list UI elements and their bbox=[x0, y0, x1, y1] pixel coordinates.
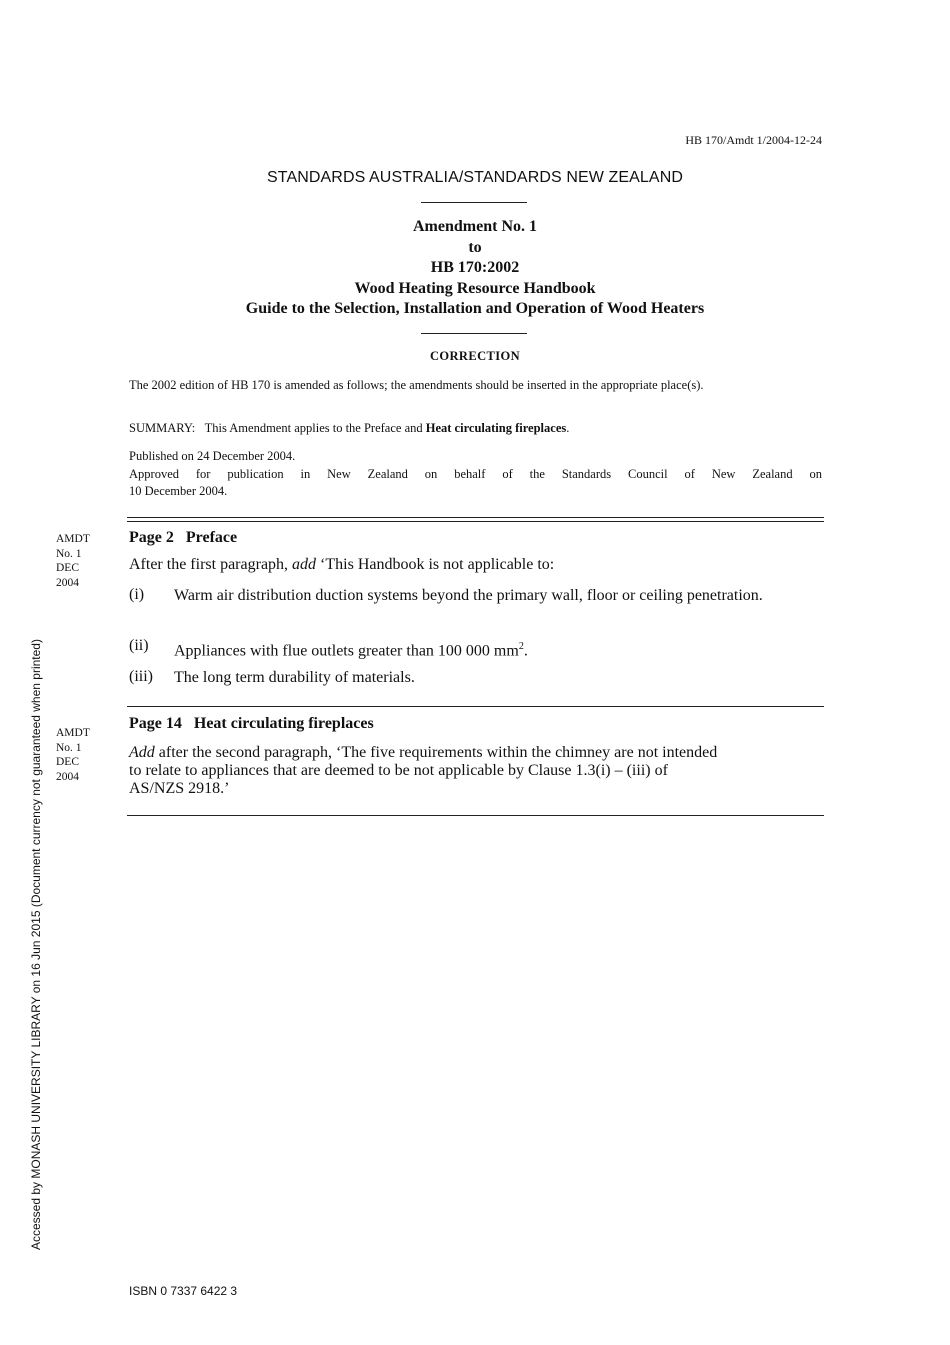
standard-number: HB 170:2002 bbox=[430, 259, 520, 276]
approval-line-2: 10 December 2004. bbox=[129, 484, 228, 498]
section-heading-fireplaces: Page 14 Heat circulating fireplaces bbox=[129, 715, 374, 732]
correction-intro: The 2002 edition of HB 170 is amended as follows; the amendments should be inserted in the appropriate place(s). bbox=[129, 378, 704, 392]
handbook-subtitle: Guide to the Selection, Installation and Operation of Wood Heaters bbox=[245, 300, 705, 317]
section-heading-preface: Page 2 Preface bbox=[129, 529, 238, 546]
handbook-title: Wood Heating Resource Handbook bbox=[354, 279, 596, 297]
divider bbox=[421, 333, 527, 334]
title-connector: to bbox=[468, 238, 482, 256]
section-divider bbox=[127, 706, 824, 707]
correction-heading: CORRECTION bbox=[429, 349, 521, 363]
summary: SUMMARY: This Amendment applies to the Preface and Heat circulating fireplaces. bbox=[129, 421, 570, 435]
section-divider bbox=[127, 815, 824, 816]
summary-bold: Heat circulating fireplaces bbox=[425, 421, 567, 435]
published-date: Published on 24 December 2004. bbox=[129, 449, 296, 463]
access-watermark: Accessed by MONASH UNIVERSITY LIBRARY on 16 Jun 2015 (Document currency not guaranteed when printed) bbox=[29, 639, 43, 1250]
list-item-number: (i) bbox=[129, 586, 145, 603]
section-intro: After the first paragraph, add ‘This Handbook is not applicable to: bbox=[129, 556, 555, 573]
list-item: The long term durability of materials. bbox=[174, 669, 415, 686]
list-item-number: (ii) bbox=[129, 637, 149, 654]
amendment-margin-note: AMDT No. 1 DEC 2004 bbox=[56, 533, 90, 589]
document-reference: HB 170/Amdt 1/2004-12-24 bbox=[685, 133, 822, 147]
section-divider bbox=[127, 517, 824, 522]
section-body: Add after the second paragraph, ‘The five requirements within the chimney are not intended to relate to appliances that are deemed to be not applicable by Clause 1.3(i) – (iii) of AS/NZS 2918.’ bbox=[129, 744, 718, 797]
organization-name: STANDARDS AUSTRALIA/STANDARDS NEW ZEALAND bbox=[266, 169, 684, 186]
approval-line-1: Approved for publication in New Zealand on behalf of the Standards Council of New Zealand on bbox=[129, 466, 822, 481]
summary-label: SUMMARY: bbox=[129, 421, 196, 435]
divider bbox=[421, 202, 527, 203]
amendment-margin-note: AMDT No. 1 DEC 2004 bbox=[56, 727, 90, 783]
list-item: Appliances with flue outlets greater than 100 000 $mm^2$. bbox=[174, 641, 528, 660]
isbn: ISBN 0 7337 6422 3 bbox=[129, 1284, 238, 1298]
list-item-number: (iii) bbox=[129, 668, 153, 685]
list-item: Warm air distribution duction systems beyond the primary wall, floor or ceiling penetration. bbox=[174, 587, 763, 604]
summary-text: This Amendment applies to the Preface and bbox=[204, 421, 423, 435]
amendment-number: Amendment No. 1 bbox=[413, 218, 537, 235]
publication-info bbox=[129, 448, 822, 501]
title-block bbox=[0, 217, 950, 320]
